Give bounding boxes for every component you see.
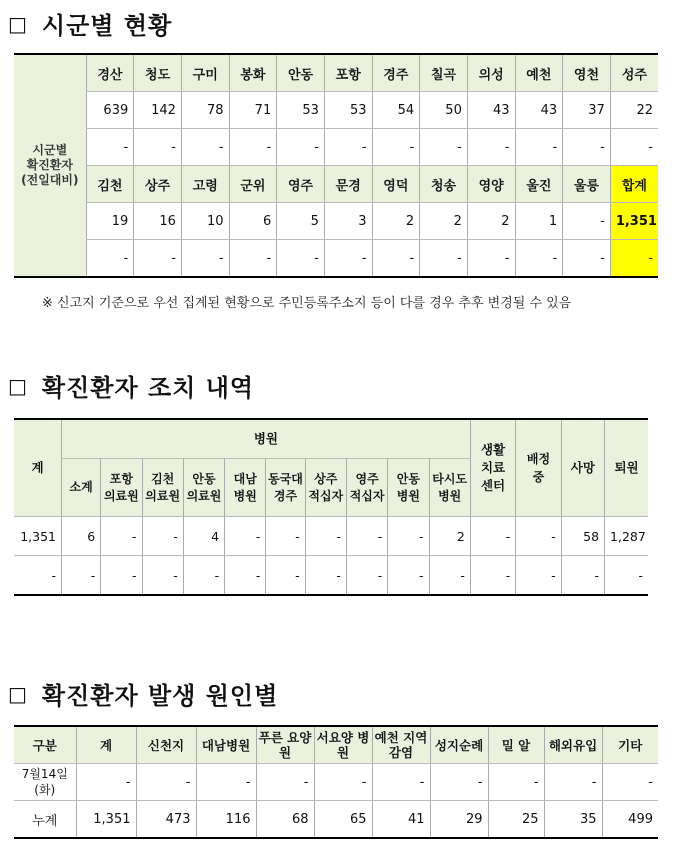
cause-cell: -	[488, 764, 544, 801]
total-value: 1,351	[610, 203, 658, 240]
region-name: 봉화	[229, 54, 277, 92]
cause-cell: -	[372, 764, 430, 801]
region-value: 1	[515, 203, 563, 240]
measure-cell: -	[516, 556, 561, 596]
sub-header-hospital: 동국대 경주	[266, 459, 305, 517]
measure-cell: -	[388, 556, 429, 596]
measure-cell: -	[429, 556, 470, 596]
measure-cell: 6	[61, 517, 100, 556]
section-title-infection-cause	[8, 676, 278, 711]
sub-header-hospital: 포항 의료원	[101, 459, 142, 517]
section-title-text: 시군별 현황	[41, 12, 173, 40]
col-header: 구분	[14, 726, 76, 764]
checkbox-bullet-icon: □	[8, 681, 28, 706]
region-change: -	[563, 129, 611, 166]
region-value: 639	[86, 92, 134, 129]
measure-cell: -	[266, 517, 305, 556]
measure-cell: -	[142, 556, 183, 596]
region-name: 경주	[372, 54, 420, 92]
region-name: 청도	[134, 54, 182, 92]
measure-cell: -	[183, 556, 224, 596]
col-header: 밀 알	[488, 726, 544, 764]
sub-header-hospital: 소계	[61, 459, 100, 517]
cause-cell: 65	[314, 801, 372, 839]
region-change: -	[563, 240, 611, 278]
region-name: 김천	[86, 166, 134, 203]
section-title-region-status	[8, 6, 172, 41]
section-title-text: 확진환자 조치 내역	[41, 374, 255, 402]
region-value: 78	[181, 92, 229, 129]
region-change: -	[515, 240, 563, 278]
sub-header-hospital: 타시도 병원	[429, 459, 470, 517]
region-name: 군위	[229, 166, 277, 203]
measure-cell: -	[305, 517, 346, 556]
region-change: -	[420, 240, 468, 278]
checkbox-bullet-icon: □	[8, 11, 28, 36]
row-label-date: 7월14일 (화)	[14, 764, 76, 801]
region-value: -	[563, 203, 611, 240]
region-name: 울진	[515, 166, 563, 203]
measure-cell: -	[388, 517, 429, 556]
measure-cell: -	[266, 556, 305, 596]
region-value: 53	[324, 92, 372, 129]
col-header-death: 사망	[561, 419, 604, 517]
region-change: -	[372, 129, 420, 166]
region-name: 영주	[277, 166, 325, 203]
measure-cell: -	[346, 556, 387, 596]
region-value: 142	[134, 92, 182, 129]
region-change: -	[420, 129, 468, 166]
region-name: 의성	[467, 54, 515, 92]
measure-cell: -	[101, 556, 142, 596]
region-value: 43	[515, 92, 563, 129]
measure-cell: 1,287	[605, 517, 648, 556]
sub-header-hospital: 안동 병원	[388, 459, 429, 517]
region-value: 2	[467, 203, 515, 240]
cause-cell: 25	[488, 801, 544, 839]
side-label-line: 확진환자	[26, 158, 73, 172]
region-name: 성주	[610, 54, 658, 92]
region-name: 문경	[324, 166, 372, 203]
region-name: 고령	[181, 166, 229, 203]
region-value: 50	[420, 92, 468, 129]
cause-cell: -	[544, 764, 602, 801]
patient-measures-table	[14, 418, 648, 596]
col-header-discharge: 퇴원	[605, 419, 648, 517]
col-header: 계	[76, 726, 136, 764]
sub-header-hospital: 상주 적십자	[305, 459, 346, 517]
cause-cell: -	[314, 764, 372, 801]
region-change: -	[372, 240, 420, 278]
sub-header-hospital: 영주 적십자	[346, 459, 387, 517]
infection-cause-table	[14, 725, 658, 839]
col-header-hospital: 병원	[61, 419, 470, 459]
checkbox-bullet-icon: □	[8, 373, 28, 398]
region-name: 영천	[563, 54, 611, 92]
total-change: -	[610, 240, 658, 278]
measure-cell: -	[225, 556, 266, 596]
col-header: 푸른 요양원	[256, 726, 314, 764]
region-change: -	[229, 129, 277, 166]
region-name: 울릉	[563, 166, 611, 203]
cause-cell: -	[602, 764, 658, 801]
col-header: 대남병원	[196, 726, 256, 764]
region-change: -	[277, 240, 325, 278]
region-change: -	[86, 240, 134, 278]
measure-cell: -	[561, 556, 604, 596]
cause-cell: 1,351	[76, 801, 136, 839]
region-value: 71	[229, 92, 277, 129]
measure-cell: -	[470, 517, 515, 556]
region-change: -	[86, 129, 134, 166]
region-name: 구미	[181, 54, 229, 92]
cause-cell: -	[136, 764, 196, 801]
region-name: 포항	[324, 54, 372, 92]
row-label-cumulative: 누계	[14, 801, 76, 839]
measure-cell: -	[142, 517, 183, 556]
cause-cell: 41	[372, 801, 430, 839]
region-name: 영덕	[372, 166, 420, 203]
region-change: -	[467, 240, 515, 278]
col-header: 해외유입	[544, 726, 602, 764]
region-value: 5	[277, 203, 325, 240]
region-change: -	[134, 129, 182, 166]
region-value: 19	[86, 203, 134, 240]
col-header-total: 계	[14, 419, 61, 517]
measure-cell: 2	[429, 517, 470, 556]
region-status-table	[14, 53, 658, 278]
region-value: 6	[229, 203, 277, 240]
region-name: 청송	[420, 166, 468, 203]
cause-cell: 29	[430, 801, 488, 839]
measure-cell: -	[101, 517, 142, 556]
cause-cell: 116	[196, 801, 256, 839]
region-change: -	[181, 129, 229, 166]
region-name: 안동	[277, 54, 325, 92]
measure-cell: 58	[561, 517, 604, 556]
side-label-line: (전일대비)	[21, 173, 79, 187]
total-label: 합계	[610, 166, 658, 203]
cause-cell: -	[76, 764, 136, 801]
cause-cell: -	[256, 764, 314, 801]
measure-cell: -	[346, 517, 387, 556]
region-value: 43	[467, 92, 515, 129]
measure-cell: -	[225, 517, 266, 556]
sub-header-hospital: 대남 병원	[225, 459, 266, 517]
region-name: 상주	[134, 166, 182, 203]
region-value: 10	[181, 203, 229, 240]
region-value: 53	[277, 92, 325, 129]
measure-cell: 1,351	[14, 517, 61, 556]
region-value: 22	[610, 92, 658, 129]
side-label-line: 시군별	[32, 143, 68, 157]
side-label	[14, 54, 86, 277]
region-change: -	[515, 129, 563, 166]
region-change: -	[324, 129, 372, 166]
section-title-patient-measures	[8, 368, 254, 403]
sub-header-hospital: 김천 의료원	[142, 459, 183, 517]
measure-cell: -	[61, 556, 100, 596]
region-change: -	[610, 129, 658, 166]
measure-cell: -	[605, 556, 648, 596]
col-header: 성지순례	[430, 726, 488, 764]
measure-cell: -	[14, 556, 61, 596]
col-header: 서요양 병원	[314, 726, 372, 764]
region-name: 예천	[515, 54, 563, 92]
section-title-text: 확진환자 발생 원인별	[41, 682, 279, 710]
col-header: 기타	[602, 726, 658, 764]
cause-cell: -	[196, 764, 256, 801]
cause-cell: 68	[256, 801, 314, 839]
col-header: 신천지	[136, 726, 196, 764]
sub-header-hospital: 안동 의료원	[183, 459, 224, 517]
cause-cell: 499	[602, 801, 658, 839]
cause-cell: 473	[136, 801, 196, 839]
region-value: 16	[134, 203, 182, 240]
region-change: -	[229, 240, 277, 278]
measure-cell: -	[470, 556, 515, 596]
region-change: -	[181, 240, 229, 278]
footnote: ※ 신고지 기준으로 우선 집계된 현황으로 주민등록주소지 등이 다를 경우 추후 변경될 수 있음	[42, 296, 572, 311]
region-change: -	[277, 129, 325, 166]
region-value: 2	[372, 203, 420, 240]
col-header-assigning: 배정 중	[516, 419, 561, 517]
measure-cell: -	[516, 517, 561, 556]
region-value: 54	[372, 92, 420, 129]
measure-cell: -	[305, 556, 346, 596]
region-value: 2	[420, 203, 468, 240]
region-change: -	[324, 240, 372, 278]
region-value: 37	[563, 92, 611, 129]
cause-cell: -	[430, 764, 488, 801]
region-value: 3	[324, 203, 372, 240]
region-name: 영양	[467, 166, 515, 203]
col-header: 예천 지역감염	[372, 726, 430, 764]
col-header-life-center: 생활 치료 센터	[470, 419, 515, 517]
region-change: -	[467, 129, 515, 166]
region-name: 경산	[86, 54, 134, 92]
region-name: 칠곡	[420, 54, 468, 92]
measure-cell: 4	[183, 517, 224, 556]
cause-cell: 35	[544, 801, 602, 839]
region-change: -	[134, 240, 182, 278]
